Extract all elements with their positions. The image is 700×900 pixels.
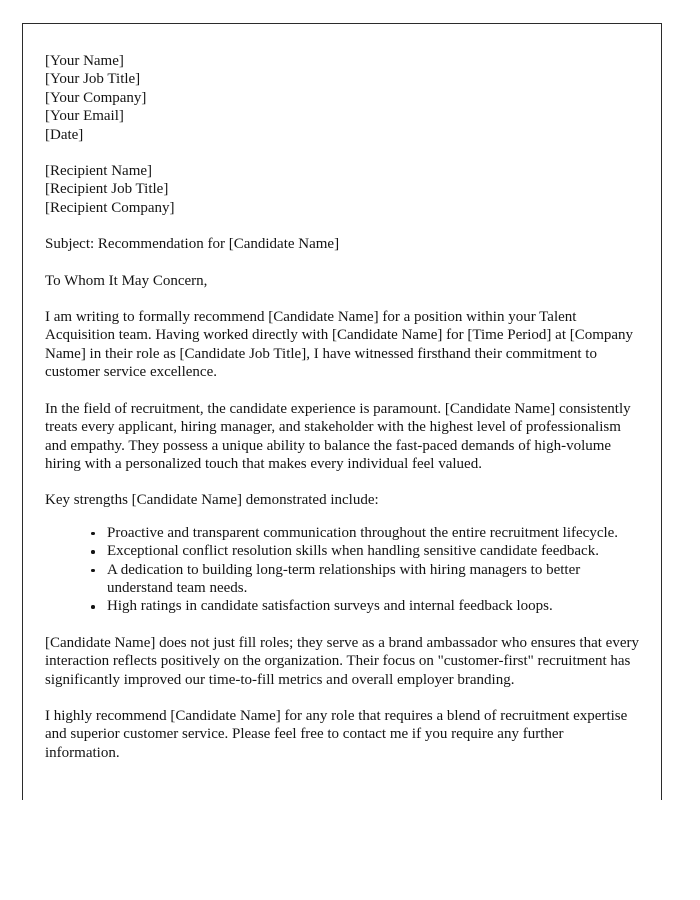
recipient-job-title: [Recipient Job Title] — [45, 181, 169, 198]
sender-job-title: [Your Job Title] — [45, 71, 141, 88]
salutation: To Whom It May Concern, — [45, 272, 208, 289]
body-paragraph-2: In the field of recruitment, the candidate experience is paramount. [Candidate Name] consistently treats every applicant, hiring manager, and stakeholder with the highest level of professionalism and empathy. They possess a unique ability to balance the fast-paced demands of high-volume hiring with a personalized touch that makes every individual feel valued. — [45, 400, 631, 472]
sender-email: [Your Email] — [45, 108, 124, 125]
list-item: Exceptional conflict resolution skills when handling sensitive candidate feedback. — [91, 542, 639, 560]
list-item: High ratings in candidate satisfaction surveys and internal feedback loops. — [91, 597, 639, 615]
list-item: A dedication to building long-term relationships with hiring managers to better understand team needs. — [91, 561, 639, 598]
recipient-address-block — [45, 162, 639, 217]
sender-address-block — [45, 52, 639, 144]
sender-company: [Your Company] — [45, 89, 147, 106]
list-item: Proactive and transparent communication throughout the entire recruitment lifecycle. — [91, 524, 639, 542]
strengths-list — [45, 524, 639, 616]
body-paragraph-4: I highly recommend [Candidate Name] for any role that requires a blend of recruitment expertise and superior customer service. Please feel free to contact me if you require any further information. — [45, 707, 628, 761]
letter-date: [Date] — [45, 126, 84, 143]
subject-line: Subject: Recommendation for [Candidate Name] — [45, 236, 340, 253]
strengths-lead-in: Key strengths [Candidate Name] demonstrated include: — [45, 492, 379, 509]
recipient-name: [Recipient Name] — [45, 163, 153, 180]
body-paragraph-1: I am writing to formally recommend [Candidate Name] for a position within your Talent Acquisition team. Having worked directly with [Candidate Name] for [Time Period] at [Company Name] in their role as [Candidate Job Title], I have witnessed firsthand their commitment to customer service excellence. — [45, 309, 634, 381]
document-body — [23, 24, 661, 762]
recipient-company: [Recipient Company] — [45, 199, 175, 216]
document-page — [22, 23, 662, 800]
sender-name: [Your Name] — [45, 53, 124, 69]
body-paragraph-3: [Candidate Name] does not just fill roles; they serve as a brand ambassador who ensures that every interaction reflects positively on the organization. Their focus on "customer-first" recruitment has significantly improved our time-to-fill metrics and overall employer branding. — [45, 634, 639, 688]
